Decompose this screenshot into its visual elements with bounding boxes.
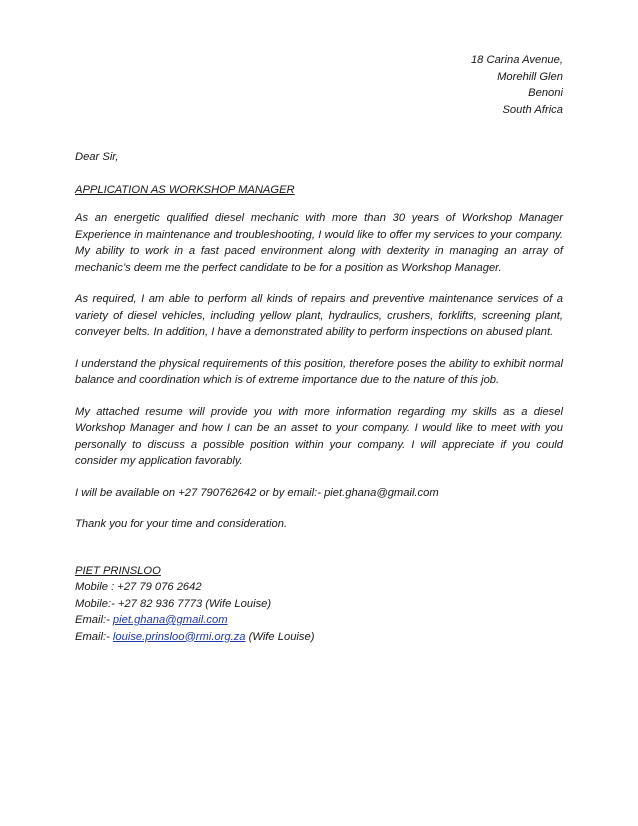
signature-mobile-1: Mobile : +27 79 076 2642 bbox=[75, 581, 202, 593]
subject-line: APPLICATION AS WORKSHOP MANAGER bbox=[75, 183, 295, 196]
signature-email-2-row bbox=[75, 629, 563, 646]
paragraph-skills: As required, I am able to perform all kinds of repairs and preventive maintenance services of a variety of diesel vehicles, including yellow plant, hydraulics, crushers, forklifts, screening plant, conveyer belts. In addition, I have a demonstrated ability to perform inspections on abused plant. bbox=[75, 293, 563, 338]
paragraph-availability: I will be available on +27 790762642 or by email:- piet.ghana@gmail.com bbox=[75, 486, 439, 499]
address-line-suburb: Morehill Glen bbox=[497, 70, 563, 83]
address-line-street: 18 Carina Avenue, bbox=[470, 54, 563, 66]
signature-block bbox=[75, 563, 563, 646]
signature-email-1-row bbox=[75, 612, 563, 629]
address-line-city: Benoni bbox=[528, 87, 563, 99]
paragraph-physical: I understand the physical requirements of this position, therefore poses the ability to exhibit normal balance and coordination which is of extreme importance due to the nature of this job. bbox=[75, 357, 563, 386]
salutation: Dear Sir, bbox=[75, 151, 119, 163]
signature-email-2-suffix: (Wife Louise) bbox=[245, 630, 315, 643]
paragraph-resume: My attached resume will provide you with more information regarding my skills as a diesel Workshop Manager and how I can be an asset to your company. I would like to meet with you personally to discuss a possible position within your company. I will appreciate if you could consider my application favorably. bbox=[75, 405, 563, 467]
signature-email-1-prefix: Email:- bbox=[75, 614, 113, 626]
sender-address bbox=[75, 52, 563, 118]
signature-mobile-2: Mobile:- +27 82 936 7773 (Wife Louise) bbox=[75, 597, 272, 610]
paragraph-thanks: Thank you for your time and consideration. bbox=[75, 518, 288, 530]
signature-email-2-prefix: Email:- bbox=[75, 630, 113, 643]
signature-name: PIET PRINSLOO bbox=[75, 564, 161, 577]
letter-page bbox=[75, 52, 563, 645]
address-line-country: South Africa bbox=[502, 103, 563, 116]
paragraph-intro: As an energetic qualified diesel mechanic with more than 30 years of Workshop Manager Experience in maintenance and troubleshooting, I would like to offer my services to your company. My ability to work in a fast paced environment along with dexterity in managing an array of mechanic’s deem me the perfect candidate to be for a position as Workshop Manager. bbox=[75, 212, 563, 274]
email-link-piet[interactable]: piet.ghana@gmail.com bbox=[112, 614, 228, 626]
email-link-louise[interactable]: louise.prinsloo@rmi.org.za bbox=[112, 630, 246, 643]
